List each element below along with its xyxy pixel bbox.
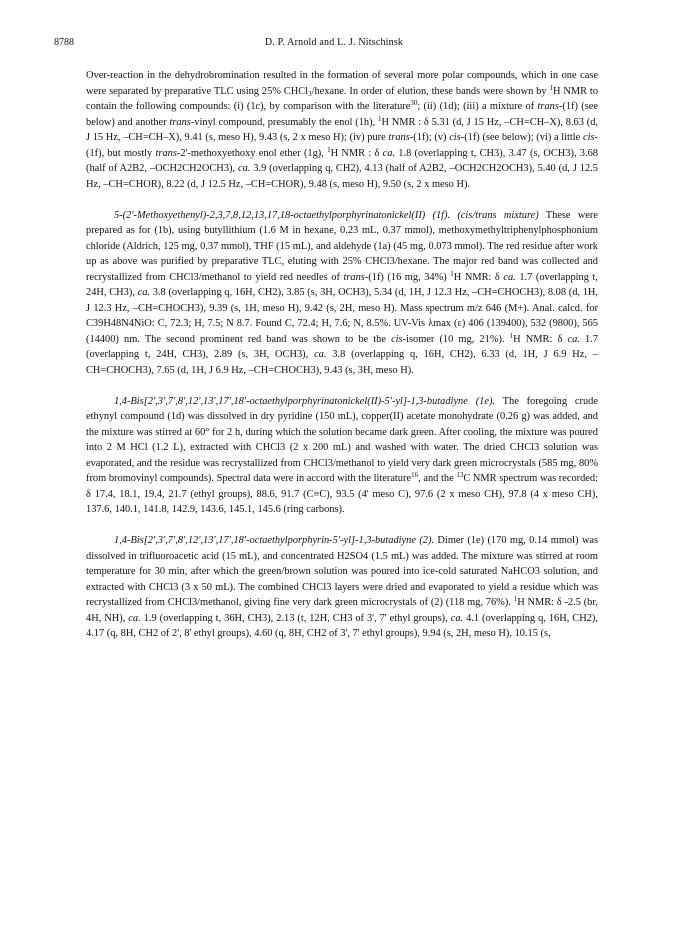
text-run: trans bbox=[155, 147, 177, 159]
text-run: -(1f) (16 mg, 34%) bbox=[364, 271, 451, 283]
text-run: -2'-methoxyethoxy enol ether (1g), bbox=[176, 147, 328, 159]
text-run: Over-reaction in the dehydrobromination resulted in the formation of several more polar compounds, which in one case were separated by preparative TLC using 25% CHCl bbox=[86, 70, 598, 97]
text-run: cis bbox=[391, 333, 403, 345]
text-run: 3.8 (overlapping q, 16H, CH2), 6.33 (d, 1H, J 6.9 Hz, –CH=CHOCH3), 7.65 (d, 1H, J 6.9 Hz, –CH=CHOCH3), 9.43 (s, 3H, meso H). bbox=[86, 349, 598, 376]
text-run: H NMR: δ bbox=[453, 271, 504, 283]
text-run: -(1f) (see below); (vi) a little bbox=[460, 132, 583, 143]
text-run: H NMR : δ bbox=[330, 147, 383, 159]
text-run: ca. bbox=[237, 163, 251, 174]
text-run: H NMR: δ -2.5 (br, 4H, NH), bbox=[86, 597, 598, 624]
page-number: 8788 bbox=[54, 37, 74, 48]
text-run: cis bbox=[582, 132, 595, 143]
text-run: ca. bbox=[503, 271, 516, 283]
text-run: 4.1 (overlapping q, 16H, CH2), 4.17 (q, 8H, CH2 of 2', 8' ethyl groups), 4.60 (q, 8H, CH2 of 3', 7' ethyl groups), 9.94 (s, 2H, meso H), 10.15 (s, bbox=[86, 612, 598, 639]
text-run: H NMR : δ 5.31 (d, J 15 Hz, –CH=CH–X), 8.63 (d, J 15 Hz, –CH=CH–X), 9.41 (s, meso H), 9.43 (s, 2 x meso H); (iv) pure bbox=[86, 116, 598, 143]
text-run: -vinyl compound, presumably the enol (1h), bbox=[190, 116, 378, 128]
text-run: -(1f); (v) bbox=[409, 132, 450, 143]
text-run: The foregoing crude ethynyl compound (1d) was dissolved in dry pyridine (150 mL), copper(II) acetate monohydrate (0.26 g) was added, and the mixture was stirred at 60° for 2 h, during which the solution became dark green. After cooling, the mixture was poured into 2 M HCl (1.2 L), extracted with CHCl3 (2 x 200 mL) and washed with water. The dried CHCl3 solution was evaporated, and the residue was recrystallized from CHCl3/methanol to yield very dark green microcrystals (585 mg, 80% from bromovinyl compounds). Spectral data were in accord with the literature bbox=[86, 395, 598, 484]
text-run: 13 bbox=[456, 471, 464, 479]
text-run: ca. bbox=[137, 287, 151, 298]
running-header bbox=[54, 37, 614, 51]
text-run: 1 bbox=[513, 595, 518, 603]
text-run: -(1f) (see below) and another bbox=[86, 101, 598, 128]
text-run: 1,4-Bis[2',3',7',8',12',13',17',18'-octaethylporphyrinatonickel(II)-5'-yl]-1,3-butadiyne (1e). bbox=[114, 395, 496, 407]
paragraph-bis-nickel-butadiyne bbox=[86, 394, 598, 518]
text-run: ca. bbox=[382, 147, 396, 159]
text-run: , and the bbox=[418, 473, 457, 484]
text-run: ca. bbox=[567, 333, 580, 345]
text-run: ; (ii) (1d); (iii) a mixture of bbox=[417, 101, 538, 112]
text-run: 1,4-Bis[2',3',7',8',12',13',17',18'-octaethylporphyrin-5'-yl]-1,3-butadiyne (2). bbox=[114, 535, 435, 546]
text-run: trans bbox=[343, 271, 365, 283]
text-run: These were prepared as for (1b), using butyllithium (1.6 M in hexane, 0.23 mL, 0.37 mmol), methoxymethyltriphenylphosphonium chloride (Aldrich, 125 mg, 0.37 mmol), THF (15 mL), and aldehyde (1a) (45 mg, 0.073 mmol). The red residue after work up as above was purified by preparative TLC, eluting with 25% CHCl3/hexane. The major red band was collected and recrystallized from CHCl3/methanol to yield red needles of bbox=[86, 209, 598, 283]
text-run: 1.9 (overlapping t, 36H, CH3), 2.13 (t, 12H, CH3 of 3', 7' ethyl groups), bbox=[140, 612, 451, 624]
text-run: cis bbox=[449, 132, 461, 143]
text-run: 1 bbox=[549, 83, 553, 92]
text-run: -isomer (10 mg, 21%). bbox=[402, 333, 510, 345]
text-run: 3.8 (overlapping q, 16H, CH2), 3.85 (s, 3H, OCH3), 5.34 (d, 1H, J 12.3 Hz, –CH=CHOCH3), 8.08 (d, 1H, J 12.3 Hz, –CH=CHOCH3), 9.39 (s, 1H, meso H), 9.42 (s, 2H, meso H). Mass spectrum m/z 646 (M+). Anal. calcd. for C39H48N4NiO: C, 72.3; H, 7.5; N 8.7. Found C, 72.4; H, 7.6; N, 8.5%. UV-Vis λmax (ε) 406 (139400), 532 (9800), 565 (14400) nm. The second prominent red band was shown to be the bbox=[86, 287, 599, 345]
text-run: 5-(2'-Methoxyethenyl)-2,3,7,8,12,13,17,18-octaethylporphyrinatonickel(II) (1f). (cis/trans mixture) bbox=[114, 209, 539, 221]
text-run: 16 bbox=[411, 471, 419, 479]
paragraph-bis-porphyrin-butadiyne bbox=[86, 533, 598, 642]
text-run: H NMR to contain the following compounds: (i) (1c), by comparison with the literature bbox=[86, 85, 599, 112]
paragraph-overreaction bbox=[86, 68, 598, 192]
text-run: C NMR spectrum was recorded: δ 17.4, 18.1, 19.4, 21.7 (ethyl groups), 88.6, 91.7 (C≡C), 93.5 (4' meso C), 97.6 (2 x meso CH), 97.8 (4 x meso CH), 137.6, 140.1, 141.8, 142.9, 143.6, 145.1, 145.6 (ring carbons). bbox=[86, 473, 598, 515]
text-run: Dimer (1e) (170 mg, 0.14 mmol) was dissolved in trifluoroacetic acid (15 mL), and concentrated H2SO4 (1.5 mL) was added. The mixture was stirred at room temperature for 30 min, after which the green/brown solution was poured into ice-cold saturated NaHCO3 solution, and extracted with CHCl3 (3 x 50 mL). The combined CHCl3 layers were dried and evaporated to yield a residue which was recrystallized from CHCl3/methanol, giving fine very dark green microcrystals of (2) (118 mg, 76%). bbox=[86, 535, 598, 608]
running-head-authors: D. P. Arnold and L. J. Nitschinsk bbox=[264, 37, 404, 48]
paragraph-methoxyethenyl bbox=[86, 208, 598, 379]
text-run: 3.9 (overlapping q, CH2), 4.13 (half of A2B2, –OCH2CH2OCH3), 5.40 (d, J 12.5 Hz, –CH=CHOR), 8.22 (d, J 12.5 Hz, –CH=CHOR), 9.48 (s, meso H), 9.50 (s, 2 x meso H). bbox=[86, 163, 598, 190]
text-run: 1.8 (overlapping t, CH3), 3.47 (s, OCH3), 3.68 (half of A2B2, –OCH2CH2OCH3), bbox=[86, 147, 598, 174]
text-run: 1 bbox=[509, 331, 514, 340]
text-run: 1 bbox=[327, 145, 331, 154]
text-run: 30 bbox=[410, 99, 418, 107]
text-run: 1.7 (overlapping t, 24H, CH3), 2.89 (s, 3H, OCH3), bbox=[86, 333, 598, 360]
text-run: ca. bbox=[128, 612, 141, 624]
text-run: H NMR: δ bbox=[513, 333, 568, 345]
text-run: 1.7 (overlapping t, 24H, CH3), bbox=[86, 271, 598, 298]
text-run: 3 bbox=[308, 89, 312, 98]
text-run: ca. bbox=[450, 612, 464, 624]
text-run: -(1f), but mostly bbox=[86, 132, 598, 159]
text-run: 1 bbox=[450, 269, 454, 278]
text-run: ca. bbox=[314, 349, 327, 360]
text-run: trans bbox=[537, 101, 559, 112]
text-run: trans bbox=[169, 116, 191, 128]
article-body bbox=[86, 68, 598, 657]
text-run: /hexane. In order of elution, these bands were shown by bbox=[311, 85, 550, 97]
text-run: trans bbox=[388, 132, 410, 143]
text-run: 1 bbox=[377, 114, 382, 123]
